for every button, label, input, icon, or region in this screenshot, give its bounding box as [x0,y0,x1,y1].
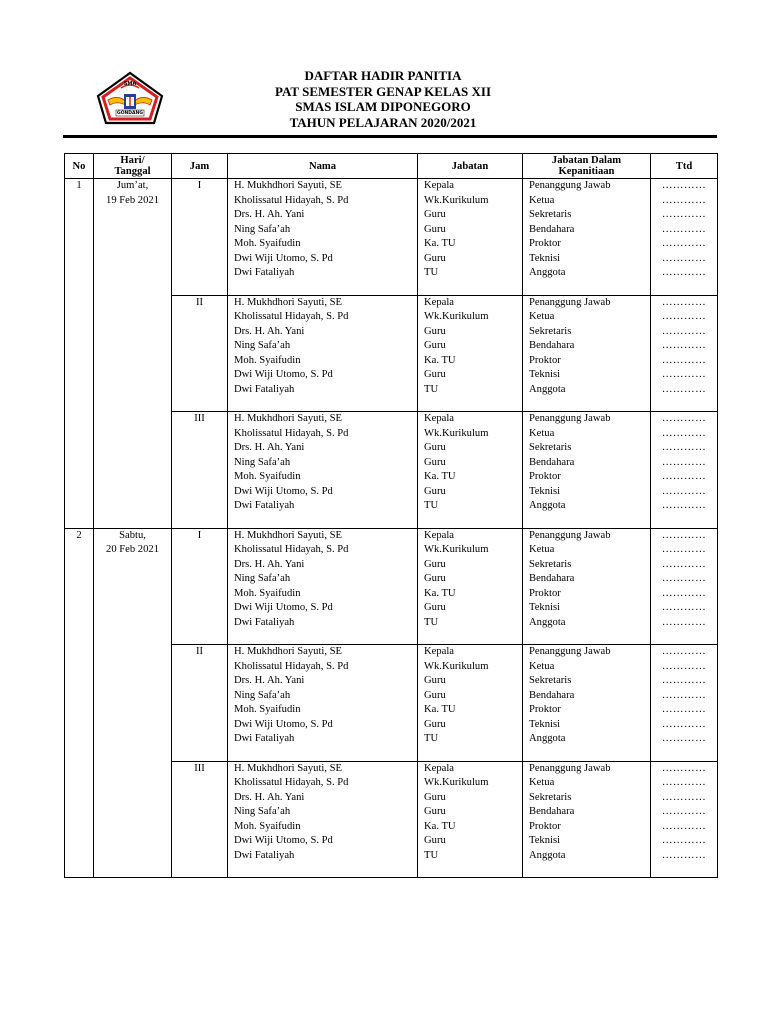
col-header-ttd: Ttd [651,154,718,179]
table-header-row [65,154,718,179]
col-header-kepanitiaan: Jabatan Dalam Kepanitiaan [523,154,651,179]
header-school: SMAS ISLAM DIPONEGORO [295,99,471,114]
nama-entry: Drs. H. Ah. Yani [234,325,305,337]
signature-line[interactable]: ………… [661,791,707,803]
row-kepanitiaan [523,295,651,412]
jabatan-entry: Ka. TU [424,354,456,366]
table-row [65,528,718,645]
nama-entry: Kholissatul Hidayah, S. Pd [234,660,349,672]
signature-line[interactable]: ………… [661,252,707,264]
nama-entry: Dwi Wiji Utomo, S. Pd [234,718,333,730]
jabatan-entry: Wk.Kurikulum [424,660,489,672]
row-kepanitiaan [523,528,651,645]
row-jam: I [172,528,228,645]
signature-line[interactable]: ………… [661,689,707,701]
header-event: PAT SEMESTER GENAP KELAS XII [275,83,491,99]
nama-entry: Kholissatul Hidayah, S. Pd [234,194,349,206]
signature-line[interactable]: ………… [661,602,707,613]
kepanitiaan-entry: Ketua [529,660,555,672]
attendance-table [64,153,718,878]
kepanitiaan-entry: Sekretaris [529,675,572,686]
jabatan-entry: Guru [424,325,446,337]
kepanitiaan-entry: Bendahara [529,223,575,235]
signature-line[interactable]: ………… [661,806,707,817]
nama-entry: Kholissatul Hidayah, S. Pd [234,427,349,439]
row-jabatan [418,645,523,762]
kepanitiaan-entry: Bendahara [529,456,575,468]
signature-line[interactable]: ………… [661,354,707,366]
kepanitiaan-entry: Anggota [529,733,566,744]
signature-line[interactable]: ………… [661,529,707,541]
signature-line[interactable]: ………… [661,835,707,846]
jabatan-entry: Ka. TU [424,238,456,249]
row-no: 1 [65,179,94,296]
nama-entry: Kholissatul Hidayah, S. Pd [234,544,349,555]
kepanitiaan-entry: Sekretaris [529,209,572,220]
jabatan-entry: TU [424,733,439,744]
kepanitiaan-entry: Anggota [529,849,566,861]
nama-entry: Dwi Wiji Utomo, S. Pd [234,252,333,264]
signature-line[interactable]: ………… [661,442,707,453]
table-row [65,412,718,529]
nama-entry: Dwi Wiji Utomo, S. Pd [234,369,333,380]
col-header-jam: Jam [172,154,228,179]
row-hari-empty [94,645,172,762]
jabatan-entry: Guru [424,223,446,235]
kepanitiaan-entry: Penanggung Jawab [529,296,611,308]
col-header-nama: Nama [228,154,418,179]
col-header-jabatan: Jabatan [418,154,523,179]
jabatan-entry: Kepala [424,413,454,424]
signature-line[interactable]: ………… [661,456,707,468]
signature-line[interactable]: ………… [661,296,707,308]
row-jam: II [172,295,228,412]
jabatan-entry: Guru [424,558,446,570]
row-ttd [651,179,718,296]
row-hari-empty [94,412,172,529]
kepanitiaan-entry: Teknisi [529,485,561,497]
signature-line[interactable]: ………… [661,413,707,424]
jabatan-entry: Guru [424,442,446,453]
jabatan-entry: Guru [424,252,446,264]
jabatan-entry: Wk.Kurikulum [424,194,489,206]
table-row [65,645,718,762]
signature-line[interactable]: ………… [661,616,707,628]
jabatan-entry: Wk.Kurikulum [424,427,489,439]
signature-line[interactable]: ………… [661,777,707,788]
jabatan-entry: Wk.Kurikulum [424,311,489,322]
nama-entry: H. Mukhdhori Sayuti, SE [234,762,343,774]
nama-entry: Moh. Syaifudin [234,820,301,832]
signature-line[interactable]: ………… [661,660,707,672]
kepanitiaan-entry: Anggota [529,383,566,395]
kepanitiaan-entry: Ketua [529,194,555,206]
jabatan-entry: Guru [424,675,446,686]
row-jabatan [418,295,523,412]
signature-line[interactable]: ………… [661,704,707,715]
jabatan-entry: TU [424,500,439,511]
nama-entry: Dwi Fataliyah [234,733,295,744]
nama-entry: H. Mukhdhori Sayuti, SE [234,296,343,308]
nama-entry: Dwi Wiji Utomo, S. Pd [234,602,333,613]
row-no-empty [65,761,94,878]
jabatan-entry: Wk.Kurikulum [424,777,489,788]
signature-line[interactable]: ………… [661,209,707,220]
nama-entry: Dwi Fataliyah [234,500,295,511]
nama-entry: H. Mukhdhori Sayuti, SE [234,180,343,191]
signature-line[interactable]: ………… [661,311,707,322]
jabatan-entry: Kepala [424,529,454,541]
row-jabatan [418,761,523,878]
row-jabatan [418,179,523,296]
nama-entry: Kholissatul Hidayah, S. Pd [234,311,349,322]
nama-entry: H. Mukhdhori Sayuti, SE [234,646,343,657]
jabatan-entry: Guru [424,791,446,803]
row-jam: III [172,761,228,878]
kepanitiaan-entry: Anggota [529,500,566,511]
nama-entry: Drs. H. Ah. Yani [234,209,305,220]
jabatan-entry: Guru [424,340,446,351]
row-hari: Sabtu, 20 Feb 2021 [94,528,172,645]
jabatan-entry: Guru [424,718,446,730]
kepanitiaan-entry: Proktor [529,587,561,599]
row-nama [228,761,418,878]
logo-bottom-text: GONDANG [117,110,143,116]
row-hari: Jum’at, 19 Feb 2021 [94,179,172,296]
signature-line[interactable]: ………… [661,762,707,774]
header-year: TAHUN PELAJARAN 2020/2021 [289,114,477,130]
nama-entry: Drs. H. Ah. Yani [234,791,305,803]
kepanitiaan-entry: Proktor [529,471,561,482]
kepanitiaan-entry: Bendahara [529,573,575,584]
jabatan-entry: Guru [424,369,446,380]
jabatan-entry: Guru [424,456,446,468]
jabatan-entry: Kepala [424,296,454,308]
nama-entry: Dwi Wiji Utomo, S. Pd [234,485,333,497]
nama-entry: Dwi Fataliyah [234,383,295,395]
row-no-empty [65,412,94,529]
signature-line[interactable]: ………… [661,194,707,206]
logo-top-text: SMA [123,81,137,87]
nama-entry: Dwi Fataliyah [234,267,295,278]
kepanitiaan-entry: Proktor [529,704,561,715]
signature-line[interactable]: ………… [661,340,707,351]
row-nama [228,295,418,412]
kepanitiaan-entry: Ketua [529,427,555,439]
signature-line[interactable]: ………… [661,849,707,861]
school-logo [94,70,166,126]
signature-line[interactable]: ………… [661,646,707,657]
kepanitiaan-entry: Penanggung Jawab [529,413,611,424]
nama-entry: Ning Safa’ah [234,456,291,468]
signature-line[interactable]: ………… [661,820,707,832]
signature-line[interactable]: ………… [661,180,707,191]
row-nama [228,645,418,762]
nama-entry: Moh. Syaifudin [234,238,301,249]
kepanitiaan-entry: Ketua [529,777,555,788]
jabatan-entry: Kepala [424,180,454,191]
kepanitiaan-entry: Proktor [529,820,561,832]
header-divider [63,135,717,138]
kepanitiaan-entry: Anggota [529,616,566,628]
row-hari-empty [94,761,172,878]
signature-line[interactable]: ………… [661,675,707,686]
nama-entry: Moh. Syaifudin [234,354,301,366]
nama-entry: H. Mukhdhori Sayuti, SE [234,413,343,424]
row-jam: III [172,412,228,529]
nama-entry: Dwi Fataliyah [234,849,295,861]
nama-entry: Dwi Fataliyah [234,616,295,628]
col-header-no: No [65,154,94,179]
signature-line[interactable]: ………… [661,733,707,744]
kepanitiaan-entry: Teknisi [529,252,561,264]
signature-line[interactable]: ………… [661,718,707,730]
signature-line[interactable]: ………… [661,383,707,395]
jabatan-entry: TU [424,383,439,395]
kepanitiaan-entry: Sekretaris [529,558,572,570]
kepanitiaan-entry: Bendahara [529,806,575,817]
row-no-empty [65,645,94,762]
kepanitiaan-entry: Teknisi [529,718,561,730]
jabatan-entry: Guru [424,689,446,701]
nama-entry: Ning Safa’ah [234,573,291,584]
nama-entry: Moh. Syaifudin [234,587,301,599]
row-hari-empty [94,295,172,412]
row-ttd [651,295,718,412]
kepanitiaan-entry: Sekretaris [529,325,572,337]
signature-line[interactable]: ………… [661,427,707,439]
row-nama [228,412,418,529]
row-ttd [651,528,718,645]
jabatan-entry: Guru [424,573,446,584]
row-ttd [651,645,718,762]
nama-entry: Dwi Wiji Utomo, S. Pd [234,835,333,846]
signature-line[interactable]: ………… [661,471,707,482]
row-kepanitiaan [523,179,651,296]
jabatan-entry: Ka. TU [424,471,456,482]
nama-entry: Moh. Syaifudin [234,471,301,482]
nama-entry: Ning Safa’ah [234,223,291,235]
jabatan-entry: Guru [424,806,446,817]
jabatan-entry: Kepala [424,646,454,657]
jabatan-entry: Kepala [424,762,454,774]
table-row [65,179,718,296]
kepanitiaan-entry: Penanggung Jawab [529,762,611,774]
row-kepanitiaan [523,761,651,878]
row-jam: I [172,179,228,296]
signature-line[interactable]: ………… [661,369,707,380]
row-nama [228,528,418,645]
col-header-hari: Hari/ Tanggal [94,154,172,179]
table-row [65,761,718,878]
nama-entry: H. Mukhdhori Sayuti, SE [234,529,343,541]
jabatan-entry: Guru [424,602,446,613]
kepanitiaan-entry: Ketua [529,311,555,322]
signature-line[interactable]: ………… [661,238,707,249]
row-kepanitiaan [523,412,651,529]
jabatan-entry: Wk.Kurikulum [424,544,489,555]
row-ttd [651,761,718,878]
signature-line[interactable]: ………… [661,573,707,584]
row-no: 2 [65,528,94,645]
kepanitiaan-entry: Anggota [529,267,566,278]
jabatan-entry: Guru [424,835,446,846]
nama-entry: Drs. H. Ah. Yani [234,558,305,570]
jabatan-entry: Ka. TU [424,704,456,715]
signature-line[interactable]: ………… [661,485,707,497]
nama-entry: Kholissatul Hidayah, S. Pd [234,777,349,788]
nama-entry: Ning Safa’ah [234,689,291,701]
header-title: DAFTAR HADIR PANITIA [304,68,462,83]
nama-entry: Drs. H. Ah. Yani [234,442,305,453]
kepanitiaan-entry: Ketua [529,544,555,555]
row-ttd [651,412,718,529]
row-jabatan [418,528,523,645]
jabatan-entry: Ka. TU [424,587,456,599]
signature-line[interactable]: ………… [661,544,707,555]
signature-line[interactable]: ………… [661,558,707,570]
kepanitiaan-entry: Penanggung Jawab [529,529,611,541]
table-row [65,295,718,412]
kepanitiaan-entry: Teknisi [529,369,561,380]
jabatan-entry: Guru [424,485,446,497]
row-nama [228,179,418,296]
jabatan-entry: TU [424,267,439,278]
nama-entry: Drs. H. Ah. Yani [234,675,305,686]
jabatan-entry: TU [424,616,439,628]
jabatan-entry: TU [424,849,439,861]
signature-line[interactable]: ………… [661,325,707,337]
kepanitiaan-entry: Proktor [529,354,561,366]
kepanitiaan-entry: Bendahara [529,689,575,701]
kepanitiaan-entry: Teknisi [529,835,561,846]
signature-line[interactable]: ………… [661,500,707,511]
row-jam: II [172,645,228,762]
row-kepanitiaan [523,645,651,762]
jabatan-entry: Ka. TU [424,820,456,832]
nama-entry: Ning Safa’ah [234,806,291,817]
row-jabatan [418,412,523,529]
signature-line[interactable]: ………… [661,267,707,278]
jabatan-entry: Guru [424,209,446,220]
signature-line[interactable]: ………… [661,223,707,235]
kepanitiaan-entry: Penanggung Jawab [529,646,611,657]
kepanitiaan-entry: Penanggung Jawab [529,180,611,191]
document-header [170,68,596,130]
row-no-empty [65,295,94,412]
signature-line[interactable]: ………… [661,587,707,599]
kepanitiaan-entry: Proktor [529,238,561,249]
nama-entry: Moh. Syaifudin [234,704,301,715]
kepanitiaan-entry: Sekretaris [529,442,572,453]
kepanitiaan-entry: Bendahara [529,340,575,351]
nama-entry: Ning Safa’ah [234,340,291,351]
kepanitiaan-entry: Teknisi [529,602,561,613]
kepanitiaan-entry: Sekretaris [529,791,572,803]
